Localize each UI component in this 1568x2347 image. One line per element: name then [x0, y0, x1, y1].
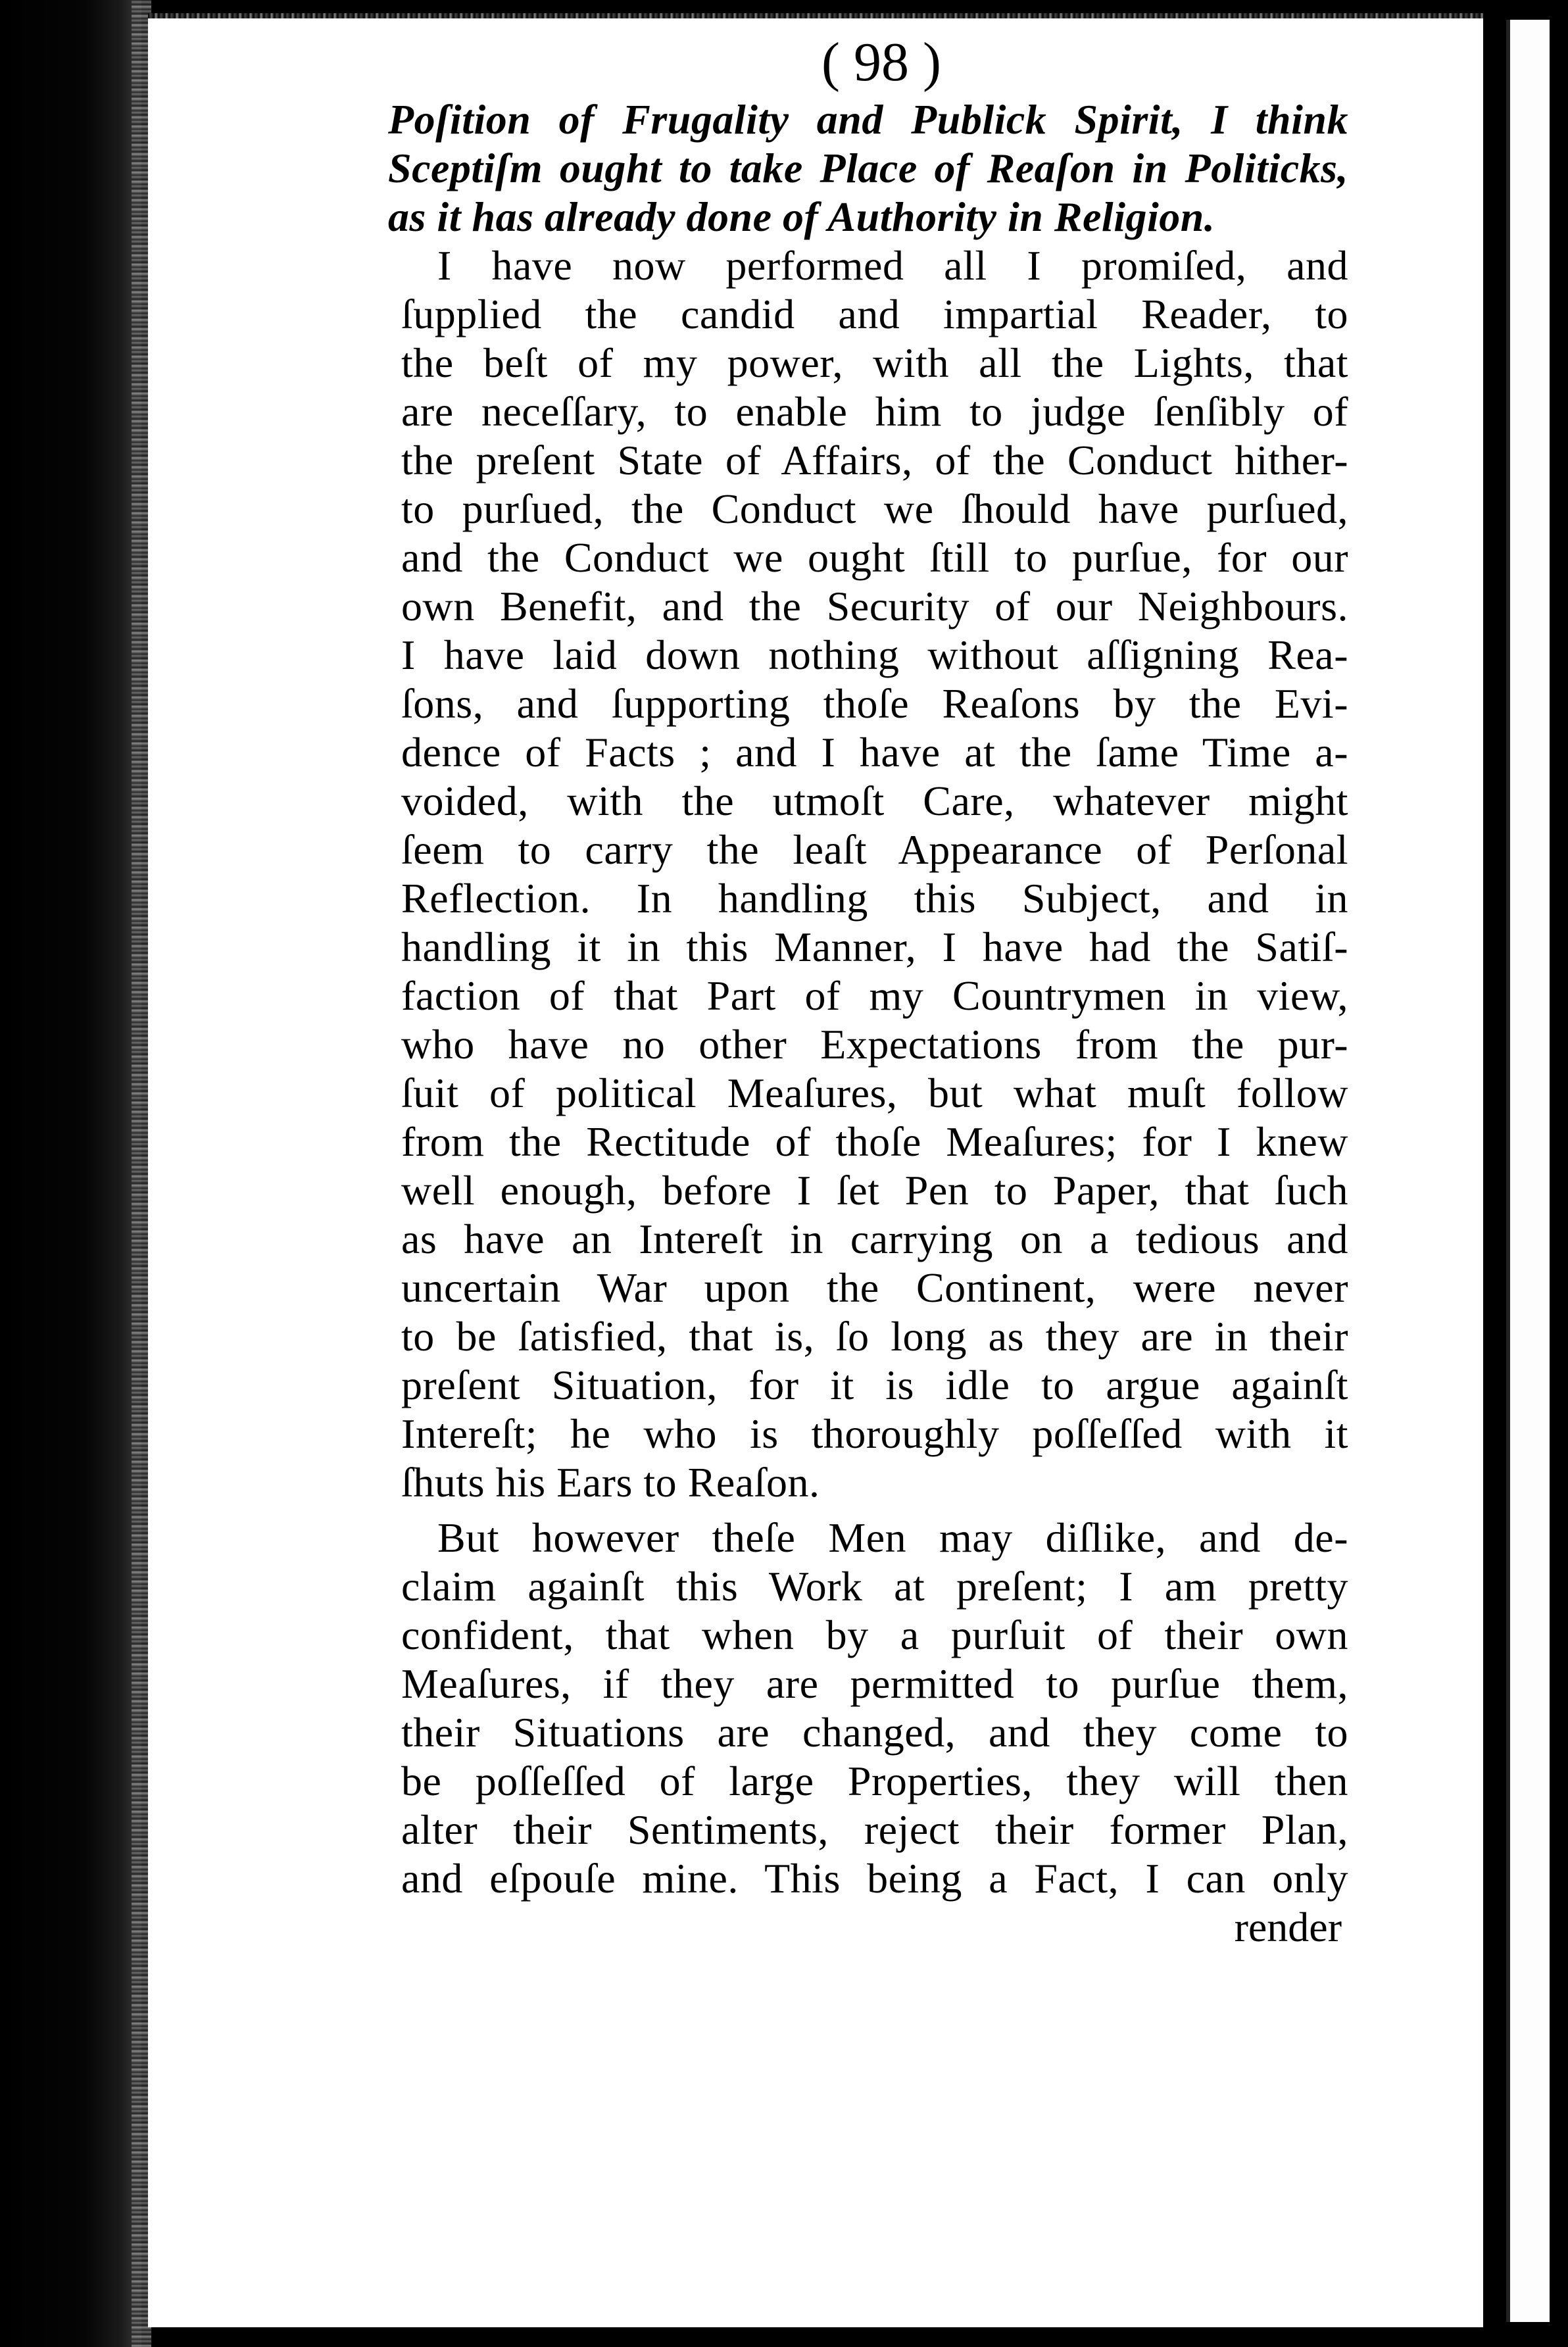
text-line: the preſent State of Affairs, of the Conduct hither-: [401, 437, 1348, 483]
text-line: confident, that when by a purſuit of their own: [401, 1612, 1348, 1658]
text-line: alter their Sentiments, reject their former Plan,: [401, 1806, 1348, 1853]
text-line: ſeem to carry the leaſt Appearance of Perſonal: [401, 826, 1348, 873]
facing-page-sliver: [1506, 20, 1550, 2322]
italic-passage: [388, 95, 1348, 241]
text-line: claim againſt this Work at preſent; I am pretty: [401, 1563, 1348, 1610]
text-line: their Situations are changed, and they come to: [401, 1709, 1348, 1756]
text-line: voided, with the utmoſt Care, whatever might: [401, 778, 1348, 824]
text-line: and the Conduct we ought ſtill to purſue, for our: [401, 534, 1348, 581]
text-line: handling it in this Manner, I have had the Satiſ-: [401, 924, 1348, 970]
page-text: [388, 26, 1348, 1952]
text-line: Sceptiſm ought to take Place of Reaſon in Politicks,: [388, 145, 1348, 191]
text-line: as it has already done of Authority in Religion.: [388, 193, 1215, 240]
text-line: I have laid down nothing without aſſigning Rea-: [401, 631, 1348, 678]
page-number: ( 98 ): [821, 32, 941, 93]
text-line: ſhuts his Ears to Reaſon.: [401, 1459, 820, 1506]
text-line: faction of that Part of my Countrymen in view,: [401, 972, 1348, 1019]
text-line: well enough, before I ſet Pen to Paper, that ſuch: [401, 1167, 1348, 1214]
text-line: But however theſe Men may diſlike, and de-: [437, 1514, 1348, 1561]
text-line: preſent Situation, for it is idle to argue againſt: [401, 1362, 1348, 1408]
text-line: Meaſures, if they are permitted to purſue them,: [401, 1660, 1348, 1707]
scan-gutter: [0, 0, 141, 2347]
text-line: are neceſſary, to enable him to judge ſenſibly of: [401, 388, 1348, 435]
text-line: ſuit of political Meaſures, but what muſt follow: [401, 1070, 1348, 1116]
text-line: be poſſeſſed of large Properties, they will then: [401, 1758, 1348, 1804]
text-line: who have no other Expectations from the pur-: [401, 1021, 1348, 1068]
text-line: Reflection. In handling this Subject, and in: [401, 875, 1348, 922]
text-line: Intereſt; he who is thoroughly poſſeſſed with it: [401, 1410, 1348, 1457]
text-line: ſupplied the candid and impartial Reader, to: [401, 291, 1348, 337]
text-line: I have now performed all I promiſed, and: [437, 242, 1348, 289]
text-line: to purſued, the Conduct we ſhould have purſued,: [401, 485, 1348, 532]
text-line: and eſpouſe mine. This being a Fact, I can only: [401, 1855, 1348, 1902]
catchword: render: [1234, 1904, 1342, 1950]
text-line: the beſt of my power, with all the Lights, that: [401, 339, 1348, 386]
text-line: dence of Facts ; and I have at the ſame Time a-: [401, 729, 1348, 776]
paragraph-2: [401, 1514, 1348, 1903]
text-line: as have an Intereſt in carrying on a tedious and: [401, 1216, 1348, 1262]
text-line: own Benefit, and the Security of our Neighbours.: [401, 583, 1348, 630]
text-line: to be ſatisfied, that is, ſo long as they are in their: [401, 1313, 1348, 1360]
text-line: from the Rectitude of thoſe Meaſures; for I knew: [401, 1118, 1348, 1165]
text-line: Poſition of Frugality and Publick Spirit, I think: [388, 96, 1348, 143]
paragraph-1: [401, 241, 1348, 1507]
text-line: uncertain War upon the Continent, were never: [401, 1264, 1348, 1311]
text-line: ſons, and ſupporting thoſe Reaſons by the Evi-: [401, 680, 1348, 727]
